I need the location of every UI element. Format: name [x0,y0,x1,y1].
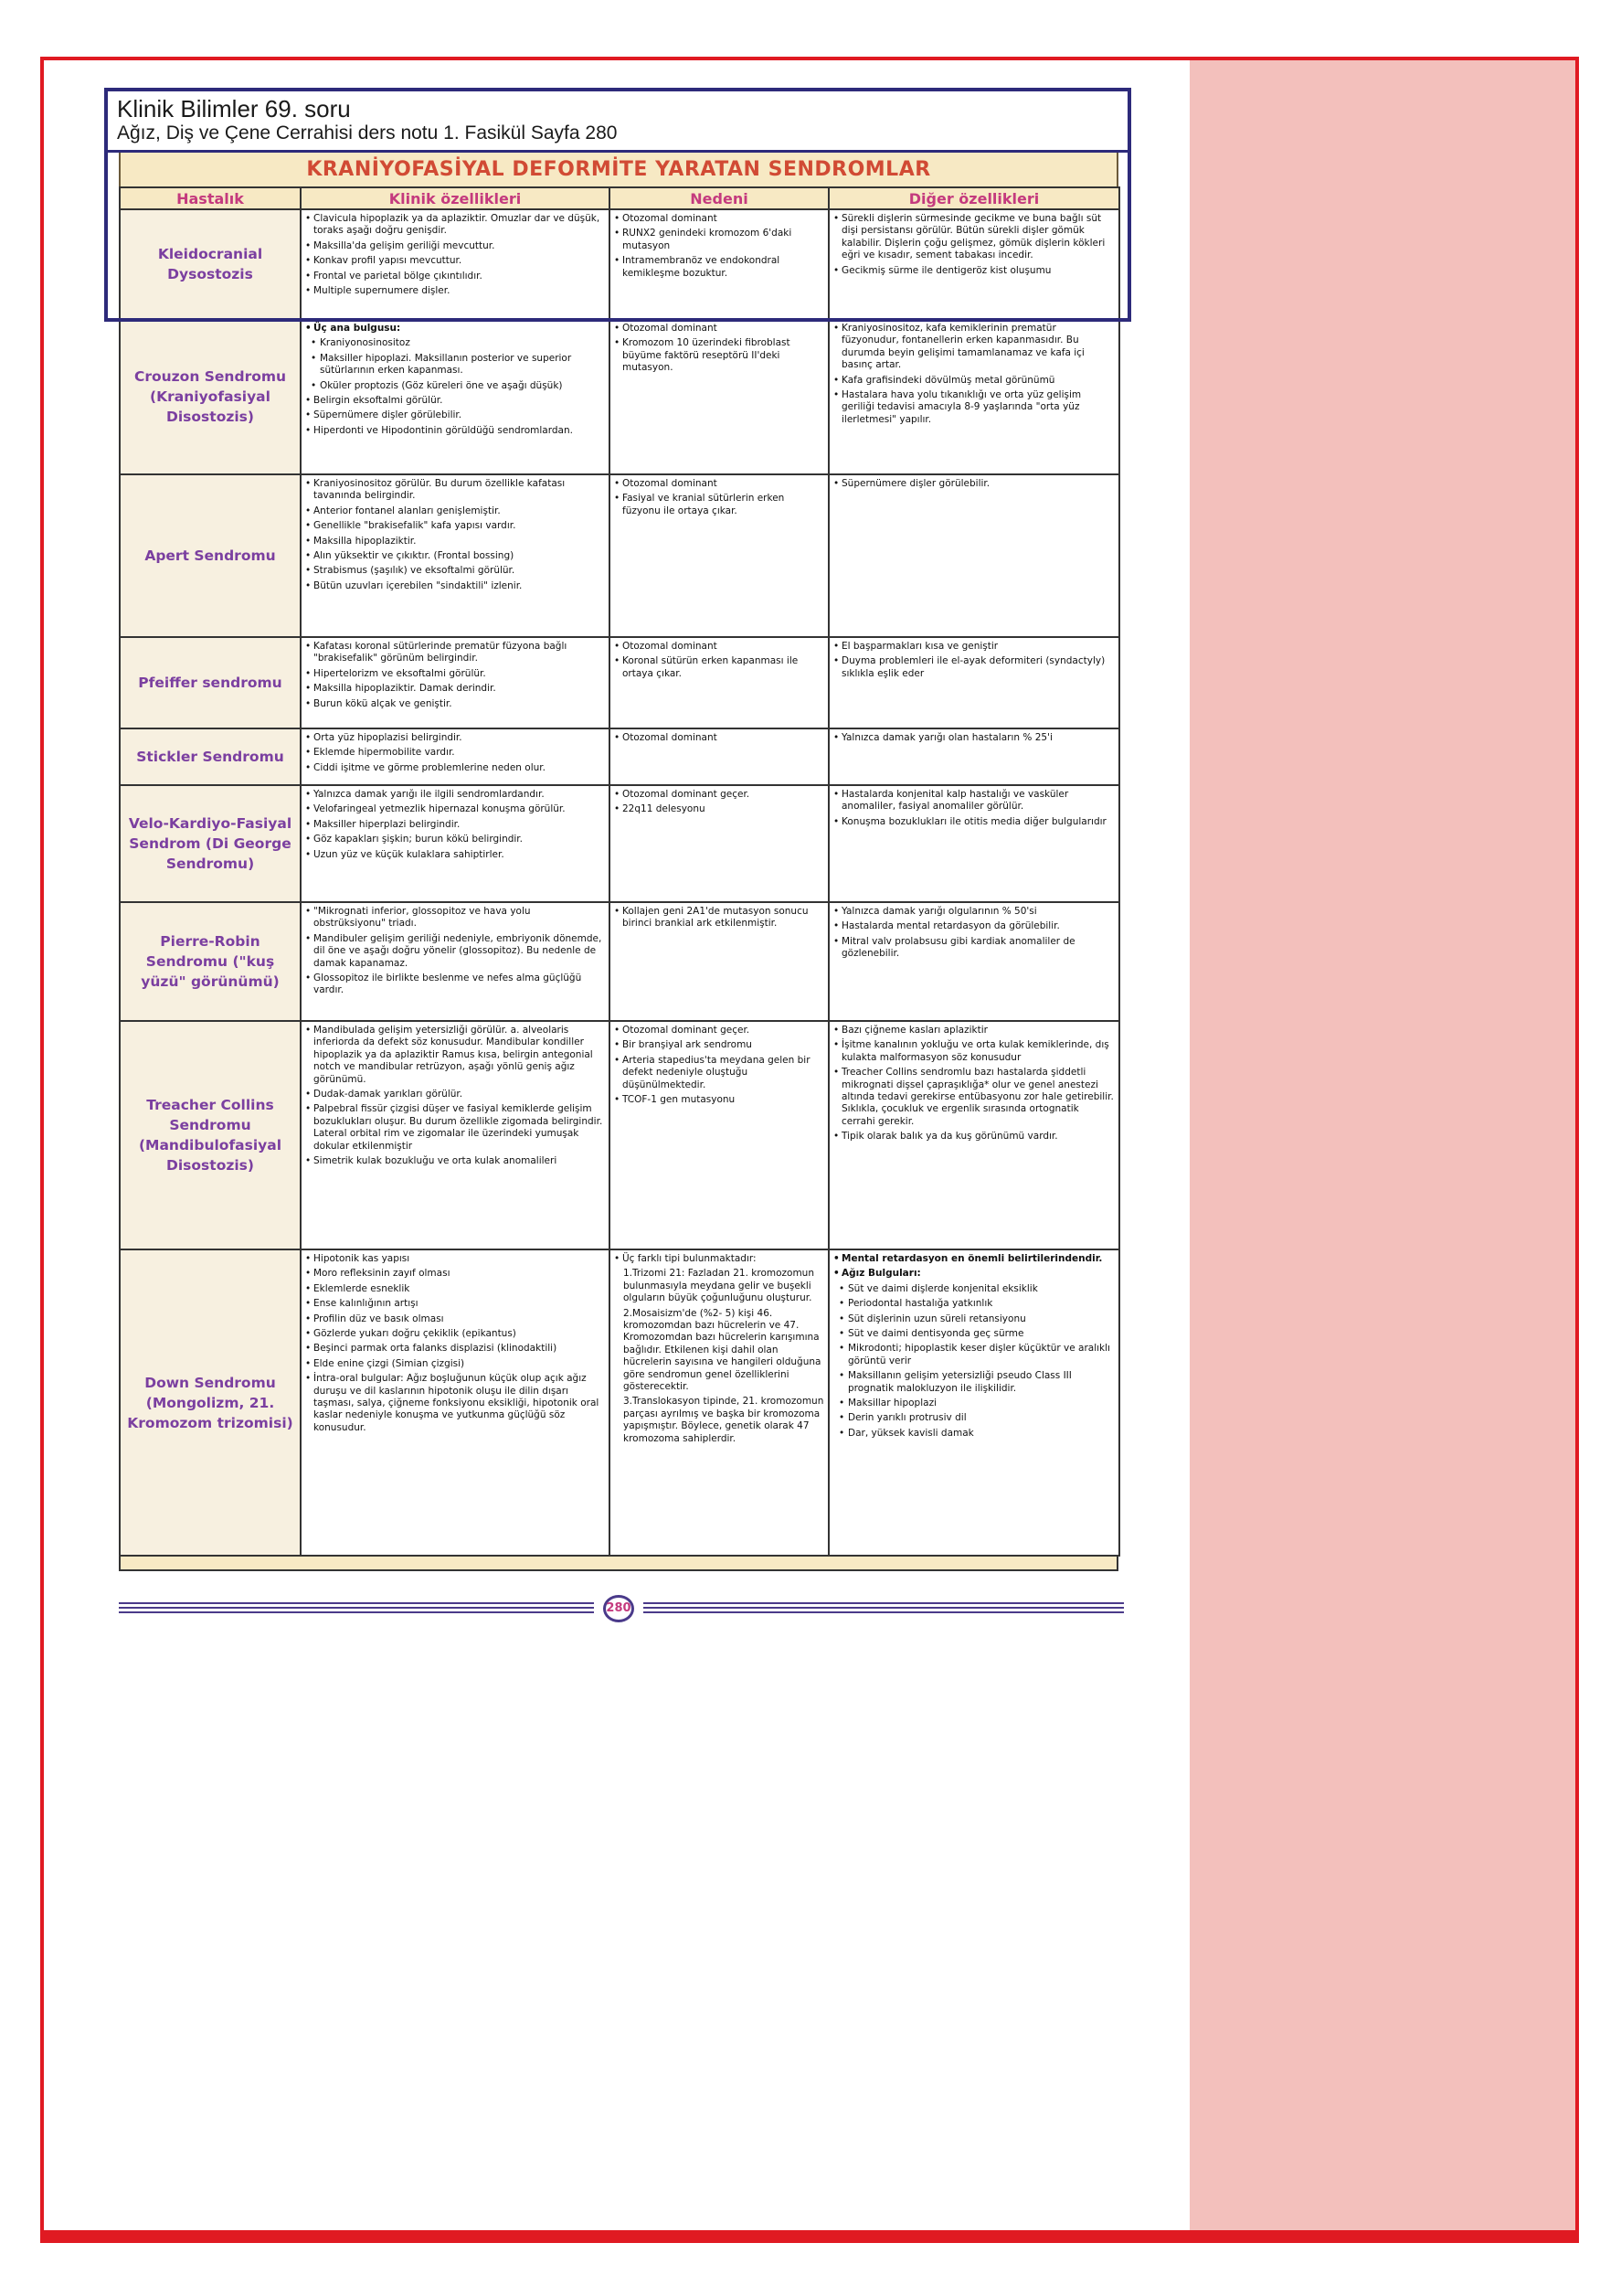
other-cell [829,637,1119,728]
list-item: • Süt dişlerinin uzun süreli retansiyonu [833,1313,1115,1325]
list-item: • Ağız Bulguları: [833,1268,1115,1280]
list-item: • Göz kapakları şişkin; burun kökü belirgindir. [305,834,605,845]
list-item: • Genellikle "brakisefalik" kafa yapısı vardır. [305,520,605,532]
header-subtitle: Ağız, Diş ve Çene Cerrahisi ders notu 1. Fasikül Sayfa 280 [117,122,618,144]
other-cell [829,474,1119,637]
table-footer [119,1557,1118,1571]
list-item: • Gecikmiş sürme ile dentigeröz kist oluşumu [833,265,1115,277]
other-cell [829,728,1119,785]
list-item: • Orta yüz hipoplazisi belirgindir. [305,732,605,744]
list-item: • Kraniyosinositoz görülür. Bu durum özellikle kafatası tavanında belirgindir. [305,478,605,503]
list-item: • Treacher Collins sendromlu bazı hastalarda şiddetli mikrognati dişsel çapraşıklığa* olur ve genel anestezi altında tedavi gerekirse entübasyonu zor hale getirebilir. Sıklıkla, çocukluk ve ergenlik sırasında ortognatik cerrahi gerekir. [833,1067,1115,1128]
list-item: • TCOF-1 gen mutasyonu [614,1094,824,1106]
other-cell [829,785,1119,902]
list-item: • Bir branşiyal ark sendromu [614,1039,824,1051]
list-item: • Duyma problemleri ile el-ayak deformiteri (syndactyly) sıklıkla eşlik eder [833,655,1115,680]
list-item: • Mandibuler gelişim geriliği nedeniyle, embriyonik dönemde, dil öne ve aşağı doğru yönelir (glossopitoz). Bu nedenle de damak kapanamaz. [305,933,605,970]
list-item: • Frontal ve parietal bölge çıkıntılıdır. [305,271,605,282]
table-row [120,319,1119,474]
cause-cell [609,474,829,637]
list-item: • Sürekli dişlerin sürmesinde gecikme ve buna bağlı süt dişi persistansı görülür. Bütün sürekli dişler gömük kalabilir. Dişlerin çoğu gelişmez, gömük dişlerin kökleri eğri ve kısadır, sement tabakası incedir. [833,213,1115,262]
clinical-cell [301,474,609,637]
table-row [120,637,1119,728]
page-footer [119,1595,1124,1624]
list-item: • Yalnızca damak yarığı olgularının % 50'si [833,906,1115,918]
list-item: • Üç farklı tipi bulunmaktadır: [614,1253,824,1265]
footer-rule [119,1607,594,1609]
list-item: • Maksiller hiperplazi belirgindir. [305,819,605,831]
other-cell [829,1021,1119,1249]
table-row [120,785,1119,902]
list-item: • Eklemlerde esneklik [305,1283,605,1295]
list-item: • Mitral valv prolabsusu gibi kardiak anomaliler de gözlenebilir. [833,936,1115,961]
other-cell [829,902,1119,1021]
cause-cell [609,1249,829,1556]
disease-name: Velo-Kardiyo-Fasiyal Sendrom (Di George Sendromu) [120,785,301,902]
list-item: • Hiperdonti ve Hipodontinin görüldüğü sendromlardan. [305,425,605,437]
list-item: • Üç ana bulgusu: [305,323,605,335]
table-row [120,1249,1119,1556]
disease-name: Treacher Collins Sendromu (Mandibulofasiyal Disostozis) [120,1021,301,1249]
list-item: • Süt ve daimi dişlerde konjenital eksiklik [833,1283,1115,1295]
list-item: • Otozomal dominant [614,478,824,490]
list-item: • Fasiyal ve kranial sütürlerin erken füzyonu ile ortaya çıkar. [614,493,824,517]
list-item: • Elde enine çizgi (Simian çizgisi) [305,1358,605,1370]
list-item: • Otozomal dominant [614,641,824,653]
footer-rule [643,1602,1124,1604]
list-item: • Beşinci parmak orta falanks displazisi (klinodaktili) [305,1343,605,1355]
list-item: • Süpernümere dişler görülebilir. [833,478,1115,490]
cause-cell [609,1021,829,1249]
list-item: • Clavicula hipoplazik ya da aplaziktir. Omuzlar dar ve düşük, toraks aşağı doğru genişdir. [305,213,605,238]
footer-rule [119,1611,594,1613]
list-item: • Kraniyonosinositoz [305,337,605,349]
table-title: KRANİYOFASİYAL DEFORMİTE YARATAN SENDROMLAR [119,151,1118,186]
list-item: • Oküler proptozis (Göz küreleri öne ve aşağı düşük) [305,380,605,392]
list-item: • 22q11 delesyonu [614,803,824,815]
clinical-cell [301,1021,609,1249]
footer-rule [643,1607,1124,1609]
list-item: • Arteria stapedius'ta meydana gelen bir defekt nedeniyle oluştuğu düşünülmektedir. [614,1055,824,1091]
list-item: • Strabismus (şaşılık) ve eksoftalmi görülür. [305,565,605,577]
list-item: • Maksillar hipoplazi [833,1398,1115,1409]
list-item: • RUNX2 genindeki kromozom 6'daki mutasyon [614,228,824,252]
disease-name: Crouzon Sendromu (Kraniyofasiyal Disostozis) [120,319,301,474]
header-divider [108,150,1128,153]
list-item: 3.Translokasyon tipinde, 21. kromozomun parçası ayrılmış ve başka bir kromozoma yapışmıştır. Böylece, genetik olarak 47 kromozoma sahiplerdir. [623,1396,824,1444]
list-item: • Otozomal dominant geçer. [614,1025,824,1036]
table-row [120,474,1119,637]
list-item: • Hastalarda konjenital kalp hastalığı ve vasküler anomaliler, fasiyal anomaliler görülür. [833,789,1115,813]
disease-name: Pfeiffer sendromu [120,637,301,728]
document-page [119,151,1118,1571]
list-item: • Kafa grafisindeki dövülmüş metal görünümü [833,375,1115,387]
table-row [120,728,1119,785]
list-item: • Palpebral fissür çizgisi düşer ve fasiyal kemiklerde gelişim bozuklukları oluşur. Bu durum özellikle zigomada belirgindir. Lateral orbital rim ve zigomalar ile üzerindeki yumuşak dokular etkilenmiştir [305,1103,605,1153]
side-panel [1190,60,1575,2230]
list-item: • İntra-oral bulgular: Ağız boşluğunun küçük olup açık ağız duruşu ve dil kaslarının hipotonik oluşu ile dilin dışarı taşması, salya, çiğneme fonksiyonu eksikliği, hipotonik oral kaslar nedeniyle konuşma ve yutkunma güçlüğü söz konusudur. [305,1373,605,1434]
clinical-cell [301,637,609,728]
other-cell [829,319,1119,474]
list-item: • Maksilla'da gelişim geriliği mevcuttur. [305,240,605,252]
header-title: Klinik Bilimler 69. soru [117,95,351,122]
list-item: • Maksilla hipoplaziktir. [305,536,605,547]
cause-cell [609,637,829,728]
list-item: • Multiple supernumere dişler. [305,285,605,297]
list-item: 1.Trizomi 21: Fazladan 21. kromozomun bulunmasıyla meydana gelir ve buşekli olguların büyük çoğunluğunu oluşturur. [623,1268,814,1304]
list-item: • Maksillanın gelişim yetersizliği pseudo Class III prognatik malokluzyon ile ilişkilidir. [833,1370,1115,1395]
list-item: • Bazı çiğneme kasları aplaziktir [833,1025,1115,1036]
bottom-bar [40,2230,1579,2243]
disease-name: Kleidocranial Dysostozis [120,209,301,319]
list-item: • "Mikrognati inferior, glossopitoz ve hava yolu obstrüksiyonu" triadı. [305,906,605,930]
list-item: • Otozomal dominant geçer. [614,789,824,801]
list-item: 2.Mosaisizm'de (%2- 5) kişi 46. kromozomdan bazı hücrelerin ve 47. Kromozomdan bazı hücrelerin karışımına bağlıdır. Etkilenen kişi dahil olan hücrelerin sayısına ve hangileri olduğuna göre sendromun genel özelliklerini gösterecektir. [623,1307,821,1393]
table-row [120,902,1119,1021]
list-item: • Mental retardasyon en önemli belirtilerindendir. [833,1253,1115,1265]
list-item: • Otozomal dominant [614,213,824,225]
list-item: • Yalnızca damak yarığı olan hastaların % 25'i [833,732,1115,744]
list-item: • Mikrodonti; hipoplastik keser dişler küçüktür ve aralıklı görüntü verir [833,1343,1115,1367]
list-item: • Ense kalınlığının artışı [305,1298,605,1310]
list-item: • Yalnızca damak yarığı ile ilgili sendromlardandır. [305,789,605,801]
list-item: • Eklemde hipermobilite vardır. [305,747,605,759]
list-item: • Simetrik kulak bozukluğu ve orta kulak anomalileri [305,1155,605,1167]
footer-rule [643,1611,1124,1613]
list-item: • Konuşma bozuklukları ile otitis media diğer bulgularıdır [833,816,1115,828]
list-item: • Kraniyosinositoz, kafa kemiklerinin prematür füzyonudur, fontanellerin erken kapanmasıdır. Bu durumda beyin gelişimi tamamlanamaz ve kafa içi basınç artar. [833,323,1115,372]
list-item: • Tipik olarak balık ya da kuş görünümü vardır. [833,1131,1115,1143]
list-item: • Bütün uzuvları içerebilen "sindaktili" izlenir. [305,580,605,592]
list-item: • Glossopitoz ile birlikte beslenme ve nefes alma güçlüğü vardır. [305,973,605,997]
column-header-other: Diğer özellikleri [829,187,1119,209]
cause-cell [609,902,829,1021]
disease-name: Down Sendromu (Mongolizm, 21. Kromozom trizomisi) [120,1249,301,1556]
syndrome-table [119,186,1120,1557]
list-item: • Koronal sütürün erken kapanması ile ortaya çıkar. [614,655,824,680]
list-item: • Otozomal dominant [614,732,824,744]
list-item: • Süt ve daimi dentisyonda geç sürme [833,1328,1115,1340]
column-header-disease: Hastalık [120,187,301,209]
column-header-clinical: Klinik özellikleri [301,187,609,209]
list-item: • Kromozom 10 üzerindeki fibroblast büyüme faktörü reseptörü II'deki mutasyon. [614,337,824,374]
clinical-cell [301,785,609,902]
list-item: • Otozomal dominant [614,323,824,335]
list-item: • Uzun yüz ve küçük kulaklara sahiptirler. [305,849,605,861]
list-item: • Maksiller hipoplazi. Maksillanın posterior ve superior sütürlarının erken kapanması. [305,353,605,377]
list-item: • Kollajen geni 2A1'de mutasyon sonucu birinci brankial ark etkilenmiştir. [614,906,824,930]
column-header-cause: Nedeni [609,187,829,209]
other-cell [829,1249,1119,1556]
list-item: • Velofaringeal yetmezlik hipernazal konuşma görülür. [305,803,605,815]
disease-name: Pierre-Robin Sendromu ("kuş yüzü" görünümü) [120,902,301,1021]
clinical-cell [301,1249,609,1556]
list-item: • Mandibulada gelişim yetersizliği görülür. a. alveolaris inferiorda da defekt söz konusudur. Mandibular kondiller hipoplazik ya da aplaziktir Ramus kısa, belirgin antegonial notch ve mandibular retrüzyon, aşağı yönlü geniş ağız görünümü. [305,1025,605,1086]
list-item: • İşitme kanalının yokluğu ve orta kulak kemiklerinde, dış kulakta malformasyon söz konusudur [833,1039,1115,1064]
list-item: • Ciddi işitme ve görme problemlerine neden olur. [305,762,605,774]
clinical-cell [301,902,609,1021]
list-item: • Hipotonik kas yapısı [305,1253,605,1265]
list-item: • Süpernümere dişler görülebilir. [305,409,605,421]
cause-cell [609,728,829,785]
list-item: • Dudak-damak yarıkları görülür. [305,1089,605,1100]
list-item: • Kafatası koronal sütürlerinde prematür füzyona bağlı "brakisefalik" görünüm belirgindir. [305,641,605,665]
list-item: • Konkav profil yapısı mevcuttur. [305,255,605,267]
cause-cell [609,319,829,474]
list-item: • Profilin düz ve basık olması [305,1313,605,1325]
list-item: • Belirgin eksoftalmi görülür. [305,395,605,407]
list-item: • El başparmakları kısa ve geniştir [833,641,1115,653]
footer-rule [119,1602,594,1604]
list-item: • Intramembranöz ve endokondral kemikleşme bozuktur. [614,255,824,280]
list-item: • Burun kökü alçak ve geniştir. [305,698,605,710]
page-number: 280 [603,1595,634,1622]
table-row [120,1021,1119,1249]
cause-cell [609,785,829,902]
disease-name: Stickler Sendromu [120,728,301,785]
list-item: • Moro refleksinin zayıf olması [305,1268,605,1280]
list-item: • Hastalara hava yolu tıkanıklığı ve orta yüz gelişim geriliği tedavisi amacıyla 8-9 yaşlarında "orta yüz ilerletmesi" yapılır. [833,389,1115,426]
list-item: • Dar, yüksek kavisli damak [833,1428,1115,1440]
clinical-cell [301,728,609,785]
list-item: • Derin yarıklı protrusiv dil [833,1412,1115,1424]
list-item: • Periodontal hastalığa yatkınlık [833,1298,1115,1310]
list-item: • Gözlerde yukarı doğru çekiklik (epikantus) [305,1328,605,1340]
list-item: • Alın yüksektir ve çıkıktır. (Frontal bossing) [305,550,605,562]
list-item: • Hastalarda mental retardasyon da görülebilir. [833,920,1115,932]
list-item: • Maksilla hipoplaziktir. Damak derindir. [305,683,605,695]
table-body [120,209,1119,1556]
list-item: • Anterior fontanel alanları genişlemiştir. [305,505,605,517]
list-item: • Hipertelorizm ve eksoftalmi görülür. [305,668,605,680]
clinical-cell [301,319,609,474]
disease-name: Apert Sendromu [120,474,301,637]
question-header [104,88,1131,322]
